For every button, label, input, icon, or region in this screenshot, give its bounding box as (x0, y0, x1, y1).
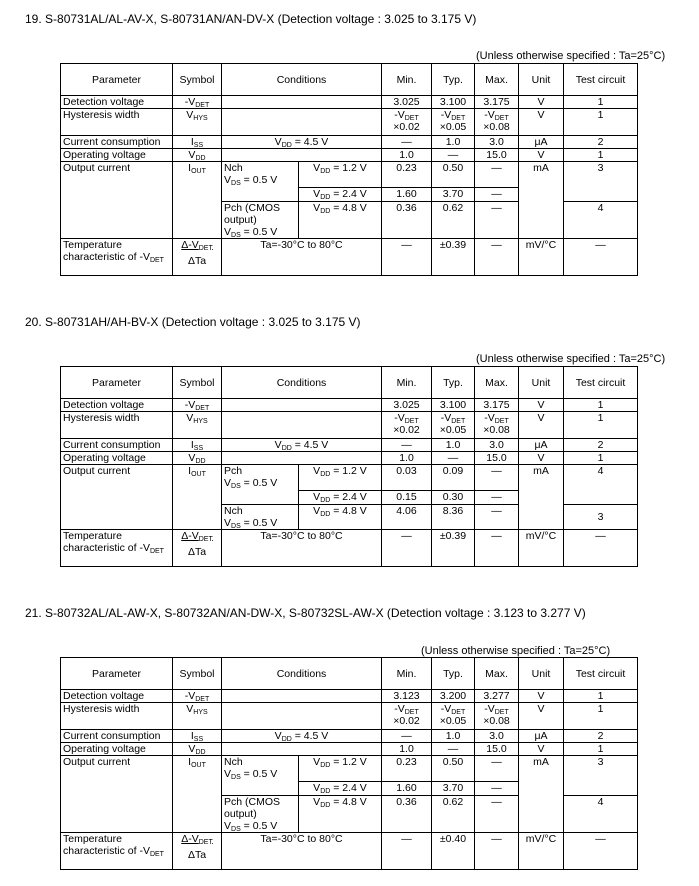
condition-vdd: $V_{DD} = 1.2$ V (299, 162, 382, 188)
unit: mV/°C (519, 239, 564, 276)
typ-value: $-V_{DET}$ ×0.05 (432, 703, 475, 730)
col-symbol: Symbol (173, 658, 222, 690)
max-value: — (475, 491, 519, 505)
max-value: — (475, 505, 519, 530)
symbol: $V_{DD}$ (173, 743, 222, 756)
typ-value: 0.62 (432, 796, 475, 833)
condition: $V_{DD} = 4.5$ V (222, 439, 382, 452)
test-circuit: 1 (564, 743, 638, 756)
header-row (61, 367, 638, 399)
min-value: — (382, 833, 432, 870)
table-row (61, 833, 638, 870)
typ-value: $-V_{DET}$ ×0.05 (432, 109, 475, 136)
max-value: 3.0 (475, 136, 519, 149)
min-value: 0.15 (382, 491, 432, 505)
unit: μA (519, 439, 564, 452)
unit: V (519, 743, 564, 756)
min-value: 1.0 (382, 743, 432, 756)
max-value: — (475, 162, 519, 188)
condition-vdd: $V_{DD} = 1.2$ V (299, 465, 382, 491)
param-label: Detection voltage (61, 399, 173, 412)
unit: V (519, 703, 564, 730)
col-typ: Typ. (432, 658, 475, 690)
typ-value: — (432, 452, 475, 465)
unit: mA (519, 465, 564, 530)
symbol: $V_{HYS}$ (173, 109, 222, 136)
unit: V (519, 109, 564, 136)
col-symbol: Symbol (173, 367, 222, 399)
test-circuit: 1 (564, 690, 638, 703)
test-circuit: 2 (564, 136, 638, 149)
col-max: Max. (475, 367, 519, 399)
param-label: Output current (61, 162, 173, 239)
max-value: — (475, 188, 519, 202)
param-label: Current consumption (61, 439, 173, 452)
col-unit: Unit (519, 64, 564, 96)
section-21-title: 21. S-80732AL/AL-AW-X, S-80732AN/AN-DW-X, S-80732SL-AW-X (Detection voltage : 3.123 to 3.277 V) (25, 606, 586, 620)
condition-pch: Pch (CMOS output) $V_{DS} = 0.5$ V (222, 796, 299, 833)
test-circuit: 1 (564, 149, 638, 162)
section-20-title: 20. S-80731AH/AH-BV-X (Detection voltage : 3.025 to 3.175 V) (25, 315, 361, 329)
condition-pch: Pch (CMOS output) $V_{DS} = 0.5$ V (222, 202, 299, 239)
condition: $V_{DD} = 4.5$ V (222, 136, 382, 149)
col-typ: Typ. (432, 64, 475, 96)
param-label: Temperature characteristic of $-V_{DET}$ (61, 530, 173, 567)
max-value: — (475, 202, 519, 239)
typ-value: ±0.39 (432, 530, 475, 567)
section-21-note: (Unless otherwise specified : Ta=25°C) (421, 645, 611, 657)
param-label: Operating voltage (61, 149, 173, 162)
typ-value: 1.0 (432, 730, 475, 743)
max-value: — (475, 756, 519, 782)
unit: V (519, 412, 564, 439)
param-label: Operating voltage (61, 743, 173, 756)
max-value: — (475, 530, 519, 567)
param-label: Detection voltage (61, 690, 173, 703)
param-label: Current consumption (61, 136, 173, 149)
table-row (61, 452, 638, 465)
symbol: $V_{HYS}$ (173, 703, 222, 730)
col-test: Test circuit (564, 64, 638, 96)
typ-value: 0.09 (432, 465, 475, 491)
test-circuit: 4 (564, 465, 638, 505)
param-label: Operating voltage (61, 452, 173, 465)
unit: V (519, 690, 564, 703)
test-circuit: 2 (564, 730, 638, 743)
min-value: 0.36 (382, 202, 432, 239)
header-row (61, 658, 638, 690)
condition-pch: Pch $V_{DS} = 0.5$ V (222, 465, 299, 505)
typ-value: 3.70 (432, 188, 475, 202)
condition-vdd: $V_{DD} = 4.8$ V (299, 505, 382, 530)
col-parameter: Parameter (61, 64, 173, 96)
symbol: $-V_{DET}$ (173, 690, 222, 703)
col-min: Min. (382, 658, 432, 690)
unit: mA (519, 162, 564, 239)
typ-value: 3.100 (432, 96, 475, 109)
condition-vdd: $V_{DD} = 2.4$ V (299, 491, 382, 505)
unit: μA (519, 136, 564, 149)
col-parameter: Parameter (61, 658, 173, 690)
max-value: 15.0 (475, 743, 519, 756)
table-row (61, 412, 638, 439)
condition-vdd: $V_{DD} = 2.4$ V (299, 188, 382, 202)
param-label: Hysteresis width (61, 703, 173, 730)
min-value: — (382, 530, 432, 567)
typ-value: 0.30 (432, 491, 475, 505)
table-row (61, 439, 638, 452)
test-circuit: 3 (564, 756, 638, 796)
max-value: 3.0 (475, 439, 519, 452)
condition: $V_{DD} = 4.5$ V (222, 730, 382, 743)
min-value: 3.025 (382, 96, 432, 109)
param-label: Output current (61, 756, 173, 833)
min-value: — (382, 239, 432, 276)
min-value: 3.025 (382, 399, 432, 412)
min-value: 4.06 (382, 505, 432, 530)
condition-vdd: $V_{DD} = 4.8$ V (299, 202, 382, 239)
max-value: — (475, 239, 519, 276)
table-row (61, 96, 638, 109)
typ-value: 1.0 (432, 439, 475, 452)
test-circuit: 1 (564, 399, 638, 412)
symbol: $I_{OUT}$ (173, 465, 222, 530)
max-value: 3.0 (475, 730, 519, 743)
unit: μA (519, 730, 564, 743)
table-row (61, 690, 638, 703)
test-circuit: 3 (564, 162, 638, 202)
symbol: $-V_{DET}$ (173, 96, 222, 109)
col-conditions: Conditions (222, 64, 382, 96)
section-19-title: 19. S-80731AL/AL-AV-X, S-80731AN/AN-DV-X (Detection voltage : 3.025 to 3.175 V) (25, 12, 477, 26)
typ-value: — (432, 149, 475, 162)
param-label: Hysteresis width (61, 109, 173, 136)
test-circuit: 3 (564, 505, 638, 530)
max-value: $-V_{DET}$ ×0.08 (475, 109, 519, 136)
table-row (61, 756, 638, 782)
typ-value: 0.50 (432, 756, 475, 782)
condition-vdd: $V_{DD} = 4.8$ V (299, 796, 382, 833)
max-value: — (475, 796, 519, 833)
symbol: $V_{DD}$ (173, 452, 222, 465)
min-value: 0.36 (382, 796, 432, 833)
min-value: — (382, 136, 432, 149)
condition: Ta=-30°C to 80°C (222, 833, 382, 870)
symbol: $V_{HYS}$ (173, 412, 222, 439)
condition-vdd: $V_{DD} = 1.2$ V (299, 756, 382, 782)
min-value: — (382, 730, 432, 743)
col-unit: Unit (519, 367, 564, 399)
condition-nch: Nch $V_{DS} = 0.5$ V (222, 162, 299, 202)
max-value: 3.277 (475, 690, 519, 703)
typ-value: — (432, 743, 475, 756)
max-value: — (475, 465, 519, 491)
table-row (61, 239, 638, 276)
param-label: Hysteresis width (61, 412, 173, 439)
min-value: 0.03 (382, 465, 432, 491)
unit: V (519, 399, 564, 412)
symbol: $I_{SS}$ (173, 136, 222, 149)
typ-value: 0.62 (432, 202, 475, 239)
symbol: $I_{SS}$ (173, 439, 222, 452)
max-value: — (475, 833, 519, 870)
col-symbol: Symbol (173, 64, 222, 96)
section-19-note: (Unless otherwise specified : Ta=25°C) (476, 50, 666, 62)
col-max: Max. (475, 658, 519, 690)
symbol: $\frac{\Delta-V_{DET}}{\text{ΔTa}}$ (173, 530, 222, 567)
test-circuit: — (564, 833, 638, 870)
unit: mV/°C (519, 530, 564, 567)
col-test: Test circuit (564, 367, 638, 399)
condition-nch: Nch $V_{DS} = 0.5$ V (222, 756, 299, 796)
symbol: $V_{DD}$ (173, 149, 222, 162)
table-row (61, 730, 638, 743)
table-row (61, 703, 638, 730)
param-label: Detection voltage (61, 96, 173, 109)
max-value: — (475, 782, 519, 796)
typ-value: 3.70 (432, 782, 475, 796)
param-label: Output current (61, 465, 173, 530)
col-min: Min. (382, 64, 432, 96)
max-value: 15.0 (475, 149, 519, 162)
test-circuit: 4 (564, 796, 638, 833)
test-circuit: 1 (564, 452, 638, 465)
max-value: $-V_{DET}$ ×0.08 (475, 412, 519, 439)
min-value: 1.60 (382, 188, 432, 202)
section-21-table (60, 657, 638, 870)
test-circuit: 1 (564, 412, 638, 439)
unit: V (519, 96, 564, 109)
table-row (61, 530, 638, 567)
table-row (61, 136, 638, 149)
table-row (61, 109, 638, 136)
unit: V (519, 452, 564, 465)
test-circuit: 4 (564, 202, 638, 239)
min-value: $-V_{DET}$ ×0.02 (382, 109, 432, 136)
typ-value: ±0.39 (432, 239, 475, 276)
condition: Ta=-30°C to 80°C (222, 239, 382, 276)
unit: V (519, 149, 564, 162)
col-conditions: Conditions (222, 658, 382, 690)
col-unit: Unit (519, 658, 564, 690)
typ-value: 3.200 (432, 690, 475, 703)
min-value: $-V_{DET}$ ×0.02 (382, 703, 432, 730)
symbol: $I_{SS}$ (173, 730, 222, 743)
param-label: Temperature characteristic of $-V_{DET}$ (61, 239, 173, 276)
typ-value: 3.100 (432, 399, 475, 412)
symbol: $I_{OUT}$ (173, 162, 222, 239)
table-row (61, 465, 638, 491)
min-value: 3.123 (382, 690, 432, 703)
typ-value: ±0.40 (432, 833, 475, 870)
unit: mA (519, 756, 564, 833)
test-circuit: 2 (564, 439, 638, 452)
symbol: $\frac{\Delta-V_{DET}}{\text{ΔTa}}$ (173, 833, 222, 870)
max-value: 3.175 (475, 399, 519, 412)
min-value: 0.23 (382, 756, 432, 782)
test-circuit: — (564, 530, 638, 567)
table-row (61, 743, 638, 756)
min-value: 1.60 (382, 782, 432, 796)
col-max: Max. (475, 64, 519, 96)
section-19-table (60, 63, 638, 276)
min-value: 0.23 (382, 162, 432, 188)
min-value: — (382, 439, 432, 452)
typ-value: 8.36 (432, 505, 475, 530)
max-value: 15.0 (475, 452, 519, 465)
test-circuit: — (564, 239, 638, 276)
col-min: Min. (382, 367, 432, 399)
header-row (61, 64, 638, 96)
col-typ: Typ. (432, 367, 475, 399)
table-row (61, 162, 638, 188)
unit: mV/°C (519, 833, 564, 870)
col-parameter: Parameter (61, 367, 173, 399)
symbol: $-V_{DET}$ (173, 399, 222, 412)
param-label: Current consumption (61, 730, 173, 743)
section-20-table (60, 366, 638, 567)
typ-value: 0.50 (432, 162, 475, 188)
symbol: $I_{OUT}$ (173, 756, 222, 833)
test-circuit: 1 (564, 96, 638, 109)
condition-nch: Nch $V_{DS} = 0.5$ V (222, 505, 299, 530)
test-circuit: 1 (564, 109, 638, 136)
max-value: $-V_{DET}$ ×0.08 (475, 703, 519, 730)
section-20-note: (Unless otherwise specified : Ta=25°C) (476, 353, 666, 365)
typ-value: $-V_{DET}$ ×0.05 (432, 412, 475, 439)
param-label: Temperature characteristic of $-V_{DET}$ (61, 833, 173, 870)
col-test: Test circuit (564, 658, 638, 690)
test-circuit: 1 (564, 703, 638, 730)
table-row (61, 149, 638, 162)
max-value: 3.175 (475, 96, 519, 109)
table-row (61, 399, 638, 412)
condition: Ta=-30°C to 80°C (222, 530, 382, 567)
min-value: $-V_{DET}$ ×0.02 (382, 412, 432, 439)
condition-vdd: $V_{DD} = 2.4$ V (299, 782, 382, 796)
col-conditions: Conditions (222, 367, 382, 399)
typ-value: 1.0 (432, 136, 475, 149)
min-value: 1.0 (382, 149, 432, 162)
min-value: 1.0 (382, 452, 432, 465)
symbol: $\frac{\Delta-V_{DET}}{\text{ΔTa}}$ (173, 239, 222, 276)
